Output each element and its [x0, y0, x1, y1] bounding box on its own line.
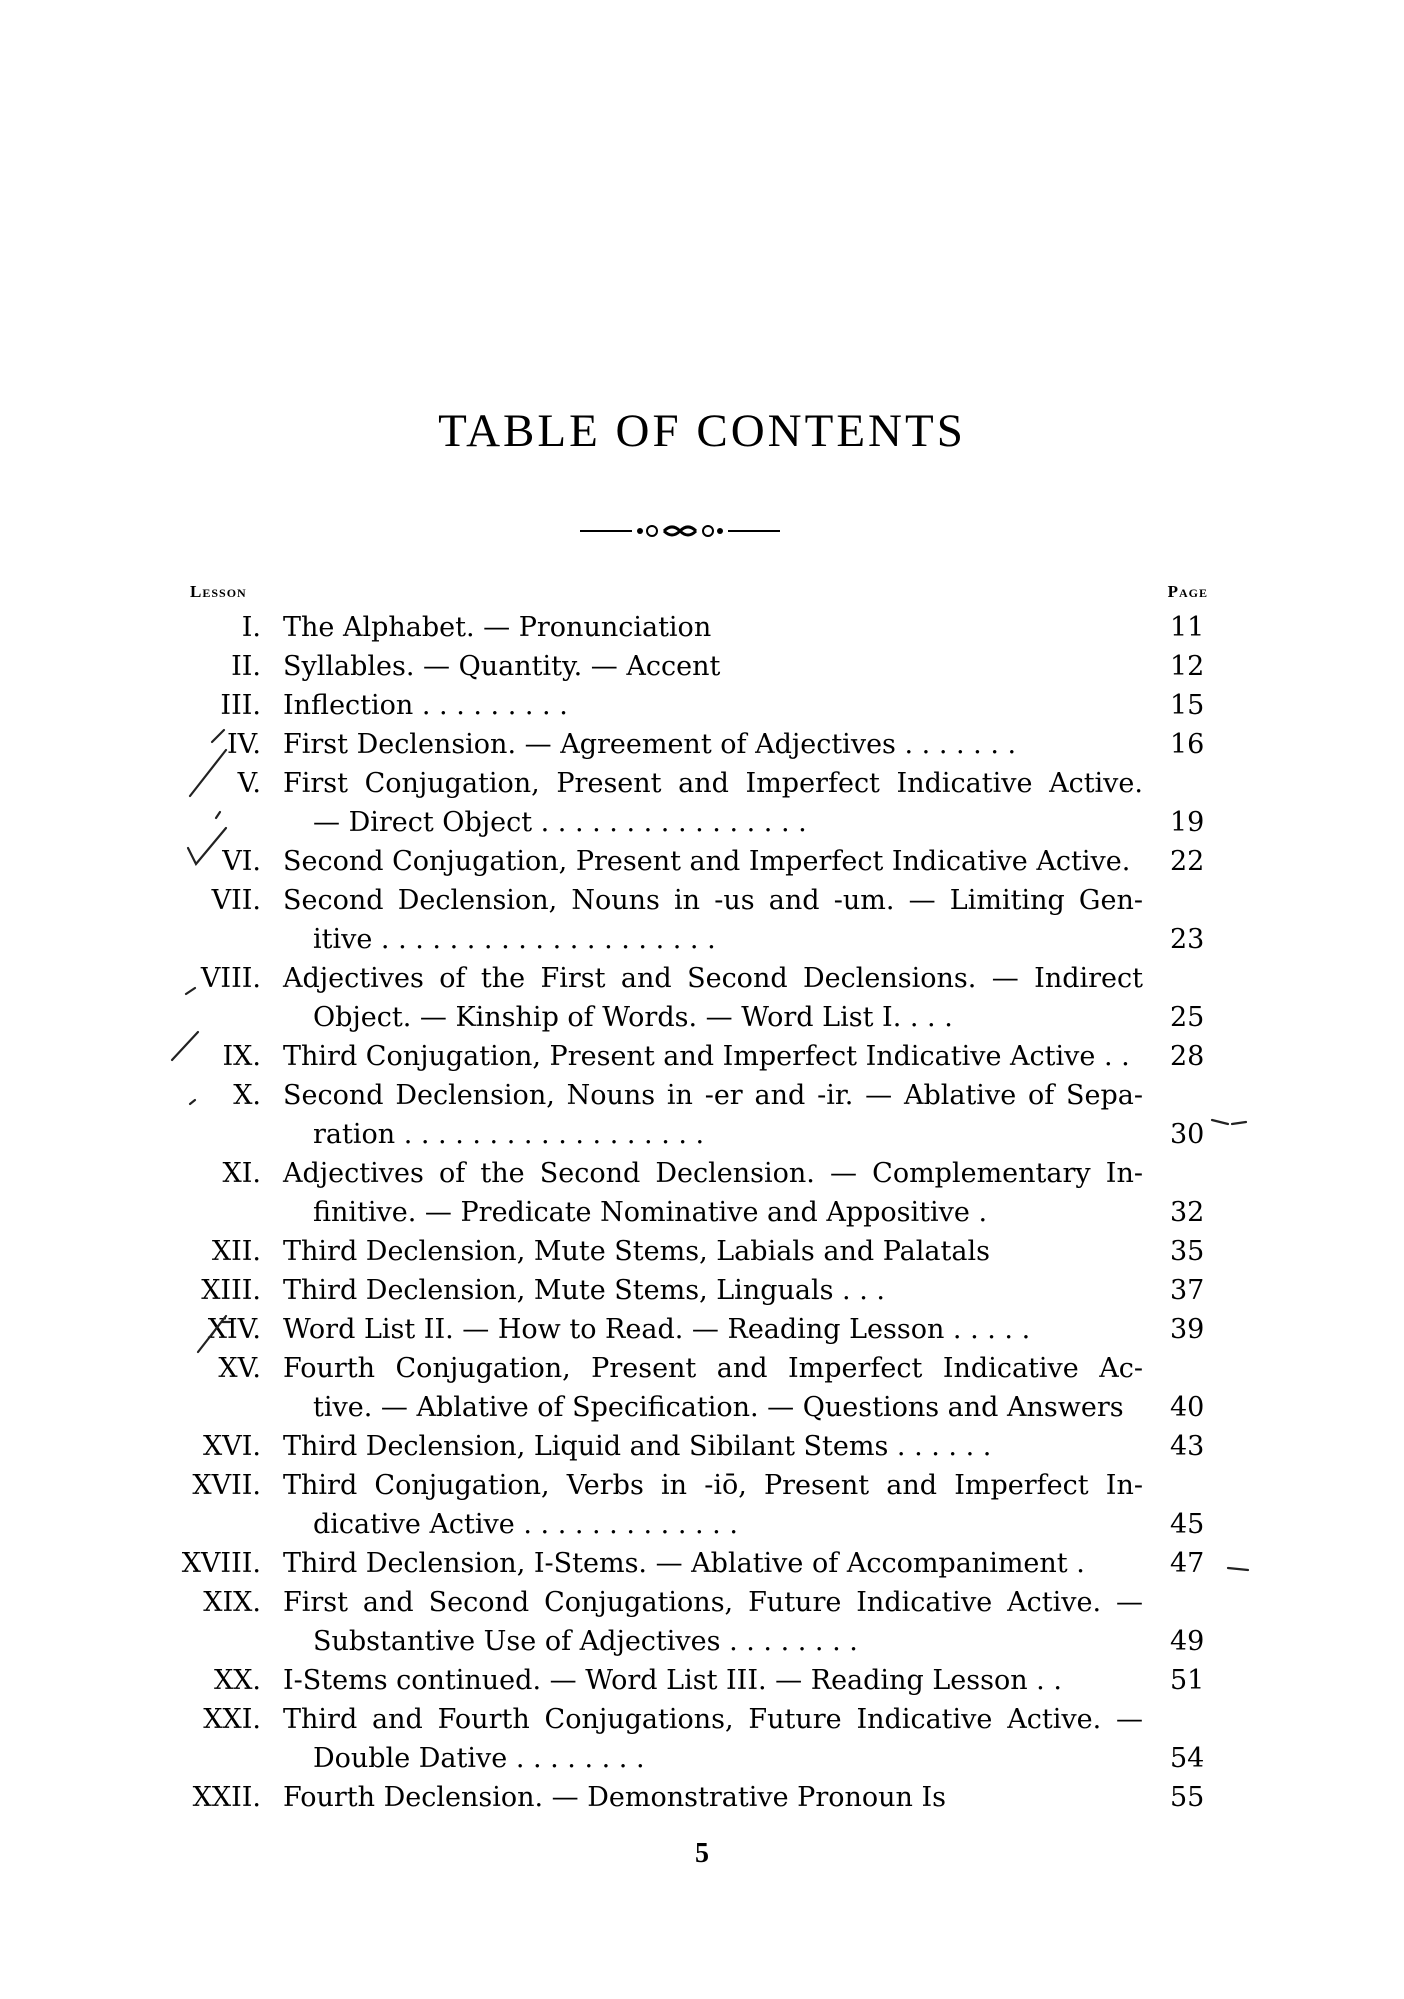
page-ref: 12: [1170, 651, 1205, 682]
toc-entry: [140, 725, 1240, 764]
toc-entry: [140, 842, 1240, 881]
page-ref: 39: [1170, 1314, 1205, 1345]
toc-line: [140, 725, 1240, 764]
toc-line: [140, 959, 1240, 998]
lesson-title: Third and Fourth Conjugations, Future Indicative Active. —: [283, 1704, 1143, 1735]
lesson-title: Fourth Declension. — Demonstrative Pronoun Is: [283, 1782, 947, 1813]
lesson-number: X.: [233, 1080, 261, 1111]
toc-entry: [140, 686, 1240, 725]
page-ref: 45: [1170, 1509, 1205, 1540]
lesson-number: XII.: [211, 1236, 261, 1267]
page-ref: 37: [1170, 1275, 1205, 1306]
lesson-title: Third Declension, Mute Stems, Linguals . . .: [283, 1275, 885, 1306]
lesson-number: VI.: [222, 846, 261, 877]
page-ref: 22: [1170, 846, 1205, 877]
lesson-number: XIX.: [203, 1587, 261, 1618]
lesson-title: I-Stems continued. — Word List III. — Reading Lesson . .: [283, 1665, 1062, 1696]
lesson-number: V.: [237, 768, 261, 799]
toc-line: [140, 842, 1240, 881]
lesson-title: Substantive Use of Adjectives . . . . . . . .: [313, 1626, 858, 1657]
lesson-number: IV.: [226, 729, 261, 760]
toc-entry: [140, 1349, 1240, 1427]
toc-entry: [140, 1427, 1240, 1466]
toc-line: [140, 1622, 1240, 1661]
toc-entry: [140, 1154, 1240, 1232]
toc-list: [140, 608, 1240, 1817]
page-ref: 55: [1170, 1782, 1205, 1813]
toc-line: [140, 1193, 1240, 1232]
page-ref: 25: [1170, 1002, 1205, 1033]
lesson-title: First and Second Conjugations, Future Indicative Active. —: [283, 1587, 1143, 1618]
toc-line: [140, 920, 1240, 959]
lesson-title: Fourth Conjugation, Present and Imperfect Indicative Ac-: [283, 1353, 1143, 1384]
toc-line: [140, 1115, 1240, 1154]
lesson-number: II.: [231, 651, 261, 682]
lesson-title: tive. — Ablative of Specification. — Questions and Answers: [313, 1392, 1124, 1423]
toc-entry: [140, 1310, 1240, 1349]
toc-line: [140, 803, 1240, 842]
toc-line: [140, 1700, 1240, 1739]
toc-line: [140, 764, 1240, 803]
lesson-number: III.: [220, 690, 261, 721]
lesson-title: First Declension. — Agreement of Adjectives . . . . . . .: [283, 729, 1017, 760]
lesson-title: Second Conjugation, Present and Imperfect Indicative Active.: [283, 846, 1131, 877]
lesson-title: Adjectives of the Second Declension. — Complementary In-: [283, 1158, 1143, 1189]
toc-line: [140, 881, 1240, 920]
page-ref: 51: [1170, 1665, 1205, 1696]
page-ref: 43: [1170, 1431, 1205, 1462]
lesson-title: Third Declension, I-Stems. — Ablative of Accompaniment .: [283, 1548, 1085, 1579]
toc-line: [140, 1466, 1240, 1505]
lesson-title: Syllables. — Quantity. — Accent: [283, 651, 721, 682]
toc-entry: [140, 1583, 1240, 1661]
lesson-number: XXII.: [192, 1782, 261, 1813]
lesson-number: XVII.: [192, 1470, 261, 1501]
page-ref: 49: [1170, 1626, 1205, 1657]
page-ref: 23: [1170, 924, 1205, 955]
lesson-number: XX.: [213, 1665, 261, 1696]
toc-entry: [140, 1466, 1240, 1544]
toc-line: [140, 1505, 1240, 1544]
lesson-title: Second Declension, Nouns in -us and -um. — Limiting Gen-: [283, 885, 1143, 916]
lesson-number: I.: [241, 612, 261, 643]
toc-entry: [140, 1037, 1240, 1076]
lesson-title: Object. — Kinship of Words. — Word List I. . . .: [313, 1002, 953, 1033]
toc-line: [140, 1271, 1240, 1310]
toc-entry: [140, 1271, 1240, 1310]
divider-ornament-icon: [580, 523, 780, 539]
lesson-title: Word List II. — How to Read. — Reading Lesson . . . . .: [283, 1314, 1031, 1345]
lesson-number: XVIII.: [181, 1548, 261, 1579]
lesson-number: VIII.: [200, 963, 261, 994]
lesson-number: XVI.: [203, 1431, 261, 1462]
toc-entry: [140, 1076, 1240, 1154]
toc-entry: [140, 881, 1240, 959]
page-ref: 35: [1170, 1236, 1205, 1267]
lesson-title: First Conjugation, Present and Imperfect Indicative Active.: [283, 768, 1143, 799]
toc-entry: [140, 647, 1240, 686]
toc-line: [140, 1778, 1240, 1817]
toc-line: [140, 1427, 1240, 1466]
toc-entry: [140, 1778, 1240, 1817]
toc-line: [140, 686, 1240, 725]
page-title: TABLE OF CONTENTS: [438, 405, 966, 457]
toc-entry: [140, 1700, 1240, 1778]
toc-line: [140, 1037, 1240, 1076]
lesson-title: Third Conjugation, Present and Imperfect Indicative Active . .: [283, 1041, 1130, 1072]
toc-entry: [140, 608, 1240, 647]
lesson-title: finitive. — Predicate Nominative and Appositive .: [313, 1197, 988, 1228]
toc-line: [140, 1310, 1240, 1349]
lesson-title: Third Declension, Mute Stems, Labials and Palatals: [283, 1236, 990, 1267]
lesson-title: — Direct Object . . . . . . . . . . . . . . . .: [313, 807, 807, 838]
toc-line: [140, 608, 1240, 647]
lesson-title: Third Declension, Liquid and Sibilant Stems . . . . . .: [283, 1431, 992, 1462]
toc-entry: [140, 764, 1240, 842]
toc-line: [140, 1076, 1240, 1115]
toc-line: [140, 1388, 1240, 1427]
toc-entry: [140, 1544, 1240, 1583]
lesson-title: Third Conjugation, Verbs in -iō, Present and Imperfect In-: [283, 1470, 1143, 1501]
lesson-number: XIV.: [207, 1314, 261, 1345]
lesson-title: Inflection . . . . . . . . .: [283, 690, 568, 721]
toc-line: [140, 1583, 1240, 1622]
page-ref: 16: [1170, 729, 1205, 760]
page-ref: 11: [1170, 612, 1205, 643]
page-ref: 32: [1170, 1197, 1205, 1228]
lesson-number: XV.: [218, 1353, 261, 1384]
page-ref: 19: [1170, 807, 1205, 838]
toc-line: [140, 1739, 1240, 1778]
lesson-title: Double Dative . . . . . . . .: [313, 1743, 645, 1774]
page-column-header: Page: [1167, 582, 1208, 601]
lesson-title: The Alphabet. — Pronunciation: [283, 612, 712, 643]
toc-line: [140, 1154, 1240, 1193]
lesson-title: itive . . . . . . . . . . . . . . . . . . . .: [313, 924, 716, 955]
lesson-title: dicative Active . . . . . . . . . . . . .: [313, 1509, 738, 1540]
lesson-title: Adjectives of the First and Second Declensions. — Indirect: [283, 963, 1143, 994]
lesson-title: Second Declension, Nouns in -er and -ir. — Ablative of Sepa-: [283, 1080, 1143, 1111]
toc-line: [140, 647, 1240, 686]
lesson-column-header: Lesson: [190, 582, 247, 601]
toc-entry: [140, 1232, 1240, 1271]
page-number: 5: [695, 1838, 709, 1869]
page-ref: 40: [1170, 1392, 1205, 1423]
toc-line: [140, 998, 1240, 1037]
page-ref: 28: [1170, 1041, 1205, 1072]
lesson-number: XXI.: [203, 1704, 261, 1735]
page-ref: 54: [1170, 1743, 1205, 1774]
lesson-number: VII.: [211, 885, 261, 916]
lesson-number: XI.: [222, 1158, 261, 1189]
page-ref: 47: [1170, 1548, 1205, 1579]
toc-line: [140, 1544, 1240, 1583]
page-ref: 15: [1170, 690, 1205, 721]
toc-entry: [140, 959, 1240, 1037]
lesson-number: IX.: [222, 1041, 261, 1072]
toc-entry: [140, 1661, 1240, 1700]
toc-line: [140, 1232, 1240, 1271]
lesson-number: XIII.: [201, 1275, 261, 1306]
toc-line: [140, 1349, 1240, 1388]
page-ref: 30: [1170, 1119, 1205, 1150]
toc-line: [140, 1661, 1240, 1700]
lesson-title: ration . . . . . . . . . . . . . . . . . .: [313, 1119, 705, 1150]
